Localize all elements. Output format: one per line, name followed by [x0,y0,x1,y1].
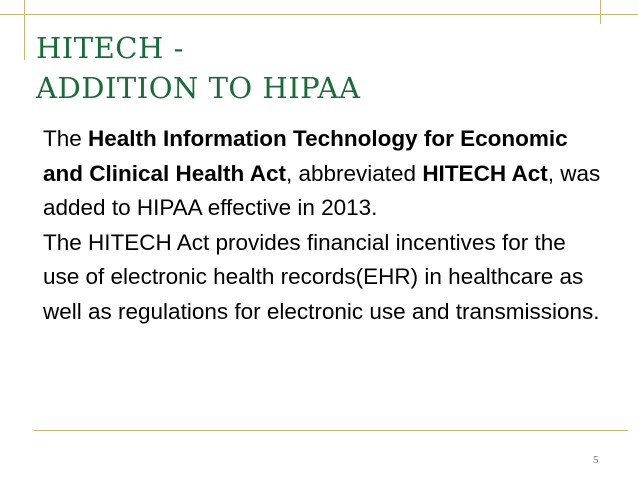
right-rule [600,0,601,24]
left-rule [24,0,25,60]
slide-body [43,122,603,329]
paragraph-1 [43,122,603,226]
act-abbreviation: HITECH Act [422,160,548,186]
act-full-name: Health Information Technology for Economic and Clinical Health Act [43,126,568,186]
slide-title [36,28,616,108]
paragraph-1-text-3: , was added to HIPAA effective in 2013. [43,160,601,220]
paragraph-2: The HITECH Act provides financial incentives for the use of electronic health records(EHR) in healthcare as well as regulations for electronic use and transmissions. [43,229,600,324]
title-line-1: HITECH - [36,31,184,65]
paragraph-1-text-2: , abbreviated [285,160,423,186]
bottom-rule [34,430,628,431]
title-line-2: ADDITION TO HIPAA [36,71,361,105]
paragraph-1-text-1: The [43,126,89,151]
top-rule [0,14,638,15]
page-number: 5 [593,454,599,466]
